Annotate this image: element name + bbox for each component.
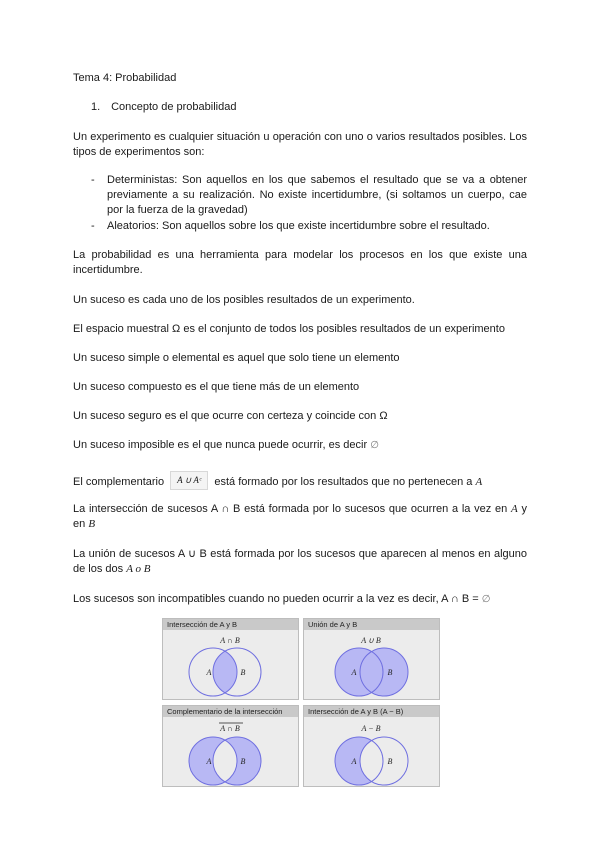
suceso-paragraph: Un suceso es cada uno de los posibles resultados de un experimento. bbox=[73, 294, 415, 306]
label-a: A bbox=[206, 668, 212, 677]
venn-diagram-union bbox=[304, 630, 439, 699]
diagram-formula: A ∪ B bbox=[361, 636, 381, 645]
complementario-suffix: está formado por los resultados que no pertenecen a bbox=[214, 476, 473, 488]
var-a: A bbox=[511, 503, 518, 515]
intro-paragraph: Un experimento es cualquier situación u operación con uno o varios resultados posibles. Los tipos de experimentos son: bbox=[73, 131, 527, 158]
diagram-formula: A ∩ B bbox=[220, 724, 240, 733]
section-heading bbox=[91, 100, 236, 115]
dash-mark: - bbox=[91, 174, 95, 186]
list-item bbox=[91, 219, 527, 234]
imposible-text: Un suceso imposible es el que nunca puede ocurrir, es decir bbox=[73, 439, 368, 451]
var-b: B bbox=[88, 518, 96, 530]
section-number: 1. bbox=[91, 101, 101, 113]
venn-diagram-difference bbox=[304, 717, 439, 786]
venn-diagram-complement bbox=[163, 717, 298, 786]
panel-title: Unión de A y B bbox=[304, 619, 439, 630]
suceso-simple-paragraph: Un suceso simple o elemental es aquel que solo tiene un elemento bbox=[73, 352, 400, 364]
empty-set-symbol: ∅ bbox=[370, 440, 379, 451]
list-item-text: Aleatorios: Son aquellos sobre los que existe incertidumbre sobre el resultado. bbox=[107, 220, 490, 232]
document-title: Tema 4: Probabilidad bbox=[73, 72, 177, 84]
venn-diagram-intersection bbox=[163, 630, 298, 699]
diagram-formula: A − B bbox=[361, 724, 381, 733]
venn-panel-complement bbox=[162, 705, 299, 787]
union-text: La unión de sucesos A ∪ B está formada por los sucesos que aparecen al menos en alguno de los dos bbox=[73, 548, 527, 575]
probabilidad-paragraph: La probabilidad es una herramienta para modelar los procesos en los que existe una incertidumbre. bbox=[73, 249, 527, 276]
diagram-formula: A ∩ B bbox=[220, 636, 240, 645]
label-b: B bbox=[387, 668, 393, 677]
venn-panel-union bbox=[303, 618, 440, 700]
union-paragraph bbox=[73, 547, 527, 577]
espacio-muestral-paragraph: El espacio muestral Ω es el conjunto de todos los posibles resultados de un experimento bbox=[73, 323, 505, 335]
panel-title: Intersección de A y B (A − B) bbox=[304, 706, 439, 717]
list-item bbox=[91, 173, 527, 218]
label-a: A bbox=[351, 757, 357, 766]
interseccion-text: La intersección de sucesos A ∩ B está formada por lo sucesos que ocurren a la vez en bbox=[73, 503, 508, 515]
suceso-seguro-paragraph: Un suceso seguro es el que ocurre con certeza y coincide con Ω bbox=[73, 410, 388, 422]
label-a: A bbox=[351, 668, 357, 677]
label-a: A bbox=[206, 757, 212, 766]
interseccion-paragraph bbox=[73, 502, 527, 532]
suceso-imposible-paragraph bbox=[73, 438, 527, 453]
suceso-compuesto-paragraph: Un suceso compuesto es el que tiene más de un elemento bbox=[73, 381, 360, 393]
var-a: A bbox=[475, 476, 483, 488]
complement-formula-image: A ∪ Aᶜ bbox=[170, 471, 208, 490]
complementario-text: El complementario bbox=[73, 476, 165, 488]
experiment-types-list bbox=[91, 173, 527, 235]
empty-set-symbol: ∅ bbox=[481, 594, 491, 605]
venn-panel-intersection bbox=[162, 618, 299, 700]
label-b: B bbox=[387, 757, 393, 766]
complementario-paragraph bbox=[73, 471, 527, 490]
union-vars: A o B bbox=[126, 563, 151, 575]
label-b: B bbox=[240, 757, 246, 766]
panel-title: Complementario de la intersección bbox=[163, 706, 298, 717]
incompatibles-text: Los sucesos son incompatibles cuando no pueden ocurrir a la vez es decir, A ∩ B = bbox=[73, 593, 479, 605]
panel-title: Intersección de A y B bbox=[163, 619, 298, 630]
dash-mark: - bbox=[91, 220, 95, 232]
section-label: Concepto de probabilidad bbox=[111, 101, 237, 113]
venn-panel-difference bbox=[303, 705, 440, 787]
incompatibles-paragraph bbox=[73, 592, 527, 607]
label-b: B bbox=[240, 668, 246, 677]
list-item-text: Deterministas: Son aquellos en los que sabemos el resultado que se va a obtener previamente a su realización. No existe incertidumbre, (si soltamos un cuerpo, cae por la fuerza de la gravedad) bbox=[107, 174, 527, 216]
interseccion-mid: y en bbox=[73, 503, 527, 530]
